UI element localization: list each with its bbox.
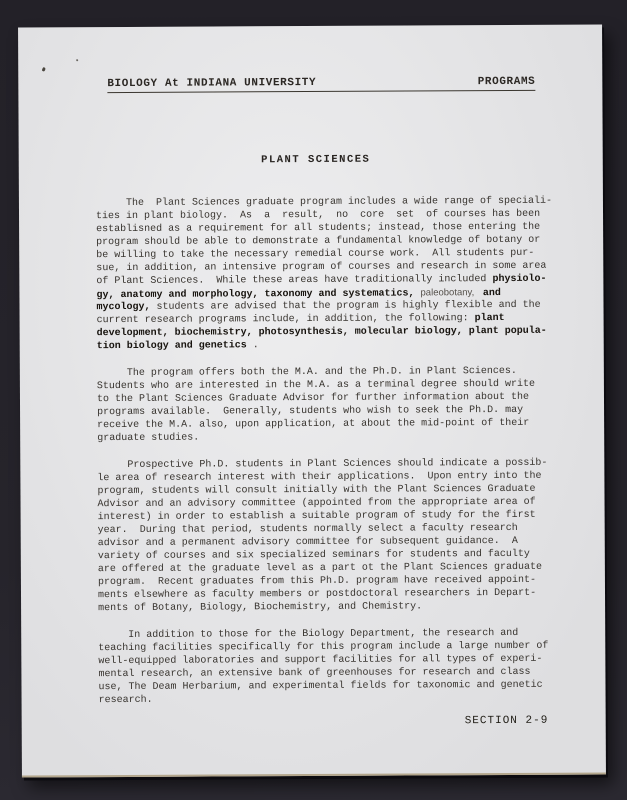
header-left-label: BIOLOGY At INDIANA UNIVERSITY bbox=[107, 76, 317, 91]
text-line: well-equipped laboratories and support facilities for all types of experi- bbox=[98, 653, 543, 668]
text-line: interest) in order to establish a suitable program of study for the first bbox=[97, 509, 536, 524]
text-line: program should be able to demonstrate a fundamental knowledge of botany or bbox=[96, 234, 541, 249]
text-line: Prospective Ph.D. students in Plant Sciences should indicate a possib- bbox=[97, 457, 548, 472]
document-page bbox=[18, 24, 606, 777]
text-line: teaching facilities specifically for this program include a large number of bbox=[98, 640, 549, 655]
text-line: advisor and a permanent advisory committee for subsequent guidance. A bbox=[97, 535, 518, 550]
text-line: graduate studies. bbox=[97, 432, 200, 445]
text-line: current research programs include, in addition, the following: plant bbox=[96, 312, 505, 327]
paragraph bbox=[97, 457, 558, 615]
text-line: be willing to take the necessary remedial course work. All students pur- bbox=[96, 247, 535, 262]
text-line: use, The Deam Herbarium, and experimental fields for taxonomic and genetic bbox=[98, 679, 543, 694]
paragraph bbox=[96, 195, 557, 353]
document-body bbox=[96, 195, 559, 721]
text-line: sue, in addition, an intensive program of courses and research in some area bbox=[96, 260, 547, 275]
text-line: are offered at the graduate level as a part ot the Plant Sciences graduate bbox=[97, 561, 542, 576]
scan-speck bbox=[76, 59, 78, 61]
text-line: ments of Botany, Biology, Biochemistry, and Chemistry. bbox=[98, 601, 423, 615]
text-line: The program offers both the M.A. and the Ph.D. in Plant Sciences. bbox=[96, 365, 517, 380]
text-line: development, biochemistry, photosynthesis, molecular biology, plant popula- bbox=[96, 325, 547, 340]
section-label: SECTION 2-9 bbox=[464, 714, 549, 728]
text-line: research. bbox=[98, 694, 153, 707]
header-right-label: PROGRAMS bbox=[477, 75, 536, 89]
text-line: ments elsewhere as faculty members or postdoctoral researchers in Depart- bbox=[97, 587, 537, 602]
text-line: establisned as a requirement for all students; instead, those entering the bbox=[96, 221, 541, 236]
text-line: of Plant Sciences. While these areas have traditionally included physiolo- bbox=[96, 273, 547, 288]
text-line: Students who are interested in the M.A. as a terminal degree should write bbox=[96, 378, 536, 393]
text-line: gy, anatomy and morphology, taxonomy and systematics, paleobotany, and bbox=[96, 287, 501, 302]
text-line: programs available. Generally, students who wish to seek the Ph.D. may bbox=[97, 404, 524, 419]
text-line: Advisor and an advisory committee (appointed from the appropriate area of bbox=[97, 496, 536, 511]
text-line: le area of research interest with their applications. Upon entry into the bbox=[97, 470, 542, 485]
page-title: PLANT SCIENCES bbox=[261, 153, 371, 167]
text-line: receive the M.A. also, upon application, at about the mid-point of their bbox=[97, 417, 530, 432]
page-header bbox=[107, 76, 535, 93]
text-line: mycology, students are advised that the program is highly flexible and the bbox=[96, 299, 541, 314]
text-line: The Plant Sciences graduate program includes a wide range of speciali- bbox=[95, 195, 553, 210]
text-line: program. Recent graduates from this Ph.D. program have received appoint- bbox=[97, 574, 537, 589]
scan-speck bbox=[42, 67, 46, 72]
text-line: to the Plant Sciences Graduate Advisor for further information about the bbox=[96, 391, 530, 406]
text-line: year. During that period, students normally select a faculty research bbox=[97, 522, 518, 537]
text-line: tion biology and genetics . bbox=[96, 340, 259, 353]
paragraph bbox=[97, 365, 557, 445]
text-line: ties in plant biology. As a result, no core set of courses has been bbox=[96, 208, 541, 223]
text-line: In addition to those for the Biology Department, the research and bbox=[98, 627, 519, 642]
paragraph bbox=[98, 627, 558, 707]
text-line: program, students will consult initially with the Plant Sciences Graduate bbox=[97, 483, 536, 498]
text-line: mental research, an extensive bank of greenhouses for research and class bbox=[98, 666, 531, 681]
text-line: variety of courses and six specialized seminars for students and faculty bbox=[97, 548, 530, 563]
